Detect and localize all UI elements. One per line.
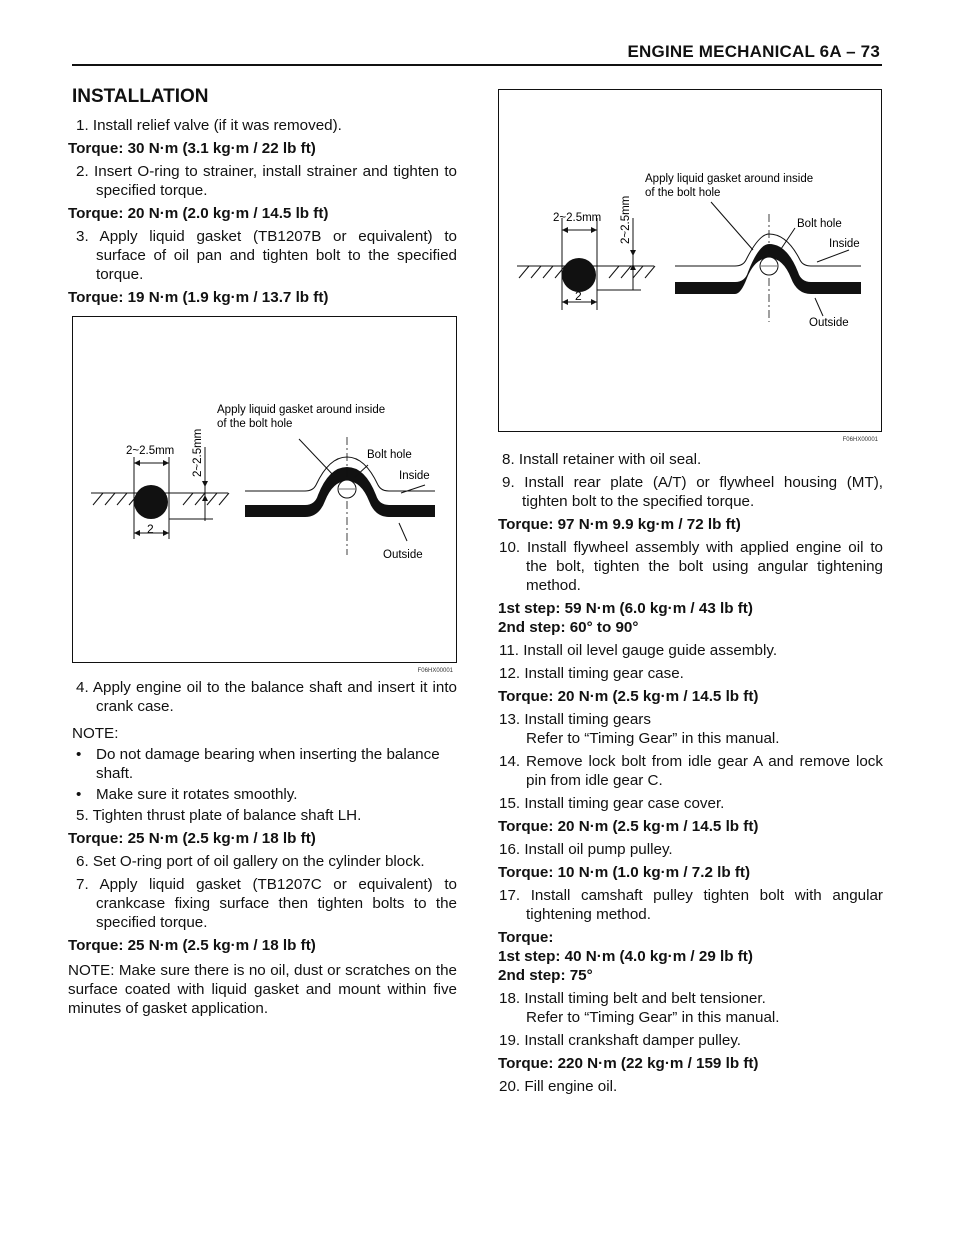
torque-17b: 1st step: 40 N·m (4.0 kg·m / 29 lb ft) bbox=[498, 948, 753, 965]
step-10: 10. Install flywheel assembly with applied engine oil to the bolt, tighten the bolt using angular tightening method. bbox=[499, 539, 883, 594]
bolt-hole-label: Bolt hole bbox=[367, 449, 412, 461]
bolt-hole-label: Bolt hole bbox=[797, 218, 842, 230]
step-4: 4. Apply engine oil to the balance shaft and insert it into crank case. bbox=[76, 679, 457, 715]
section-title: INSTALLATION bbox=[72, 86, 209, 107]
note-bullet-2: • Make sure it rotates smoothly. bbox=[76, 786, 298, 803]
gasket-bead-2 bbox=[562, 258, 596, 292]
step-5: 5. Tighten thrust plate of balance shaft LH. bbox=[76, 807, 362, 824]
step-7: 7. Apply liquid gasket (TB1207C or equivalent) to crankcase fixing surface then tighten bolts to the specified torque. bbox=[76, 876, 457, 931]
gasket-figure-2 bbox=[498, 89, 882, 443]
step-11: 11. Install oil level gauge guide assembly. bbox=[499, 642, 778, 659]
apply-label-line1: Apply liquid gasket around inside bbox=[217, 404, 386, 416]
torque-10b: 2nd step: 60° to 90° bbox=[498, 619, 639, 636]
step-19: 19. Install crankshaft damper pulley. bbox=[499, 1032, 741, 1049]
torque-2: Torque: 20 N·m (2.0 kg·m / 14.5 lb ft) bbox=[68, 205, 329, 222]
step-18-sub: Refer to “Timing Gear” in this manual. bbox=[526, 1009, 780, 1026]
step-3: 3. Apply liquid gasket (TB1207B or equivalent) to surface of oil pan and tighten bolt to the specified torque. bbox=[76, 228, 457, 283]
step-14: 14. Remove lock bolt from idle gear A and remove lock pin from idle gear C. bbox=[499, 753, 883, 789]
step-1: 1. Install relief valve (if it was removed). bbox=[76, 117, 342, 134]
page-header-title: ENGINE MECHANICAL 6A – 73 bbox=[627, 42, 880, 61]
bullet-mark: • bbox=[76, 786, 82, 803]
note-heading: NOTE: bbox=[72, 725, 119, 742]
torque-17a: Torque: bbox=[498, 929, 554, 946]
step-20: 20. Fill engine oil. bbox=[499, 1078, 618, 1095]
torque-1: Torque: 30 N·m (3.1 kg·m / 22 lb ft) bbox=[68, 140, 316, 157]
gasket-figure-1 bbox=[72, 316, 457, 674]
dimension-height-label: 2~2.5mm bbox=[192, 428, 204, 477]
right-column bbox=[498, 450, 883, 1100]
figure-code-1: F06HX00001 bbox=[417, 668, 453, 674]
note-2: NOTE: Make sure there is no oil, dust or scratches on the surface coated with liquid gasket and mount within five minutes of gasket application. bbox=[68, 962, 457, 1017]
step-13-sub: Refer to “Timing Gear” in this manual. bbox=[526, 730, 780, 747]
left-column-top bbox=[68, 86, 457, 311]
step-15: 15. Install timing gear case cover. bbox=[499, 795, 725, 812]
inside-label: Inside bbox=[829, 238, 860, 250]
torque-19: Torque: 220 N·m (22 kg·m / 159 lb ft) bbox=[498, 1055, 759, 1072]
step-17: 17. Install camshaft pulley tighten bolt with angular tightening method. bbox=[499, 887, 883, 923]
torque-12: Torque: 20 N·m (2.5 kg·m / 14.5 lb ft) bbox=[498, 688, 759, 705]
torque-16: Torque: 10 N·m (1.0 kg·m / 7.2 lb ft) bbox=[498, 864, 751, 881]
gasket-diagram-1 bbox=[73, 317, 456, 662]
step-2: 2. Insert O-ring to strainer, install strainer and tighten to specified torque. bbox=[76, 163, 457, 199]
outside-label: Outside bbox=[809, 317, 849, 329]
dimension-width-label: 2~2.5mm bbox=[553, 212, 602, 224]
apply-label-line2: of the bolt hole bbox=[645, 187, 721, 199]
step-8: 8. Install retainer with oil seal. bbox=[502, 451, 702, 468]
torque-9: Torque: 97 N·m 9.9 kg·m / 72 lb ft) bbox=[498, 516, 741, 533]
oil-pan-plate-2 bbox=[675, 214, 861, 322]
dimension-height-label: 2~2.5mm bbox=[620, 195, 632, 244]
dimension-2-label: 2 bbox=[147, 522, 154, 536]
bullet-mark: • bbox=[76, 746, 82, 763]
dimension-width-label: 2~2.5mm bbox=[126, 445, 175, 457]
torque-10a: 1st step: 59 N·m (6.0 kg·m / 43 lb ft) bbox=[498, 600, 753, 617]
note-bullet-1: • Do not damage bearing when inserting the balance shaft. bbox=[76, 746, 440, 782]
left-column-bottom bbox=[68, 678, 457, 1022]
dimension-2-label: 2 bbox=[575, 289, 582, 303]
torque-5: Torque: 25 N·m (2.5 kg·m / 18 lb ft) bbox=[68, 830, 316, 847]
figure-code-2: F06HX00001 bbox=[842, 437, 878, 443]
apply-label-line1: Apply liquid gasket around inside bbox=[645, 173, 814, 185]
inside-label: Inside bbox=[399, 470, 430, 482]
outside-label: Outside bbox=[383, 549, 423, 561]
torque-15: Torque: 20 N·m (2.5 kg·m / 14.5 lb ft) bbox=[498, 818, 759, 835]
torque-17c: 2nd step: 75° bbox=[498, 967, 593, 984]
step-6: 6. Set O-ring port of oil gallery on the cylinder block. bbox=[76, 853, 425, 870]
header-rule bbox=[72, 64, 882, 66]
step-16: 16. Install oil pump pulley. bbox=[499, 841, 673, 858]
step-9: 9. Install rear plate (A/T) or flywheel housing (MT), tighten bolt to the specified torque. bbox=[502, 474, 883, 510]
step-13: 13. Install timing gears bbox=[499, 711, 651, 728]
apply-label-line2: of the bolt hole bbox=[217, 418, 293, 430]
step-18: 18. Install timing belt and belt tensioner. bbox=[499, 990, 766, 1007]
torque-7: Torque: 25 N·m (2.5 kg·m / 18 lb ft) bbox=[68, 937, 316, 954]
torque-3: Torque: 19 N·m (1.9 kg·m / 13.7 lb ft) bbox=[68, 289, 329, 306]
gasket-diagram-2 bbox=[499, 90, 881, 431]
gasket-bead-1 bbox=[134, 485, 168, 519]
step-12: 12. Install timing gear case. bbox=[499, 665, 684, 682]
